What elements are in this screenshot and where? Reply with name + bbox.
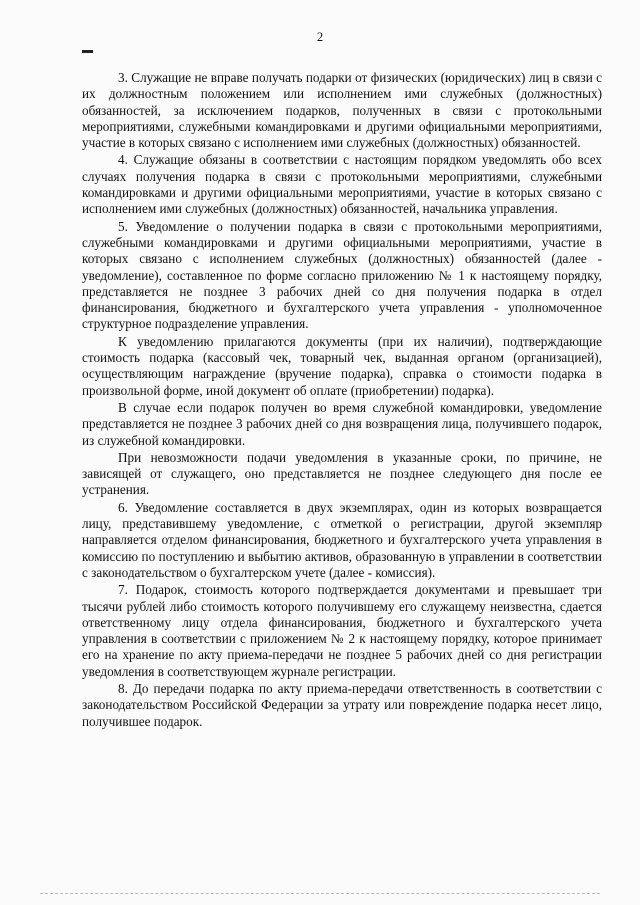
paragraph-impossibility: При невозможности подачи уведомления в указанные сроки, по причине, не зависящей от служащего, оно представляется не позднее следующего дня после ее устранения. [82,449,602,498]
paragraph-business-trip: В случае если подарок получен во время служебной командировки, уведомление представляется не позднее 3 рабочих дней со дня возвращения лица, получившего подарок, из служебной командировки. [82,399,602,448]
paragraph-attachments: К уведомлению прилагаются документы (при их наличии), подтверждающие стоимость подарка (кассовый чек, товарный чек, выданная органом (организацией), осуществляющим награждение (вручение подарка), справка о стоимости подарка в произвольной форме, иной документ об оплате (приобретении) подарка). [82,333,602,398]
paragraph-3-gift-prohibition: 3. Служащие не вправе получать подарки от физических (юридических) лиц в связи с их должностным положением или исполнением ими служебных (должностных) обязанностей, за исключением подарков, полученных в связи с протокольными мероприятиями, служебными командировками и другими официальными мероприятиями, участие в которых связано с исполнением ими служебных (должностных) обязанностей. [82,70,602,151]
page-number: 2 [316,30,324,44]
paragraph-4-notification-duty: 4. Служащие обязаны в соответствии с настоящим порядком уведомлять обо всех случаях получения подарка в связи с протокольными мероприятиями, служебными командировками и другими официальными мероприятиями, участие в которых связано с исполнением ими служебных (должностных) обязанностей, начальника управления. [82,152,602,217]
document-body [82,70,602,730]
scan-mark [82,50,93,53]
scan-bottom-edge [40,893,600,894]
paragraph-6-two-copies: 6. Уведомление составляется в двух экземплярах, один из которых возвращается лицу, представившему уведомление, с отметкой о регистрации, другой экземпляр направляется отделом финансирования, бюджетного и бухгалтерского учета управления в комиссию по поступлению и выбытию активов, образованную в управлении в соответствии с законодательством о бухгалтерском учете (далее - комиссия). [82,499,602,580]
paragraph-8-responsibility: 8. До передачи подарка по акту приема-передачи ответственность в соответствии с законодательством Российской Федерации за утрату или повреждение подарка несет лицо, получившее подарок. [82,680,602,729]
paragraph-5-notification-procedure: 5. Уведомление о получении подарка в связи с протокольными мероприятиями, служебными командировками и другими официальными мероприятиями, участие в которых связано с исполнением служебных (должностных) обязанностей (далее - уведомление), составленное по форме согласно приложению № 1 к настоящему порядку, представляется не позднее 3 рабочих дней со дня получения подарка в отдел финансирования, бюджетного и бухгалтерского учета управления - уполномоченное структурное подразделение управления. [82,218,602,332]
paragraph-7-gift-value: 7. Подарок, стоимость которого подтверждается документами и превышает три тысячи рублей либо стоимость которого получившему его служащему неизвестна, сдается ответственному лицу отдела финансирования, бюджетного и бухгалтерского учета управления в соответствии с приложением № 2 к настоящему порядку, которое принимает его на хранение по акту приема-передачи не позднее 5 рабочих дней со дня регистрации уведомления в соответствующем журнале регистрации. [82,582,602,679]
